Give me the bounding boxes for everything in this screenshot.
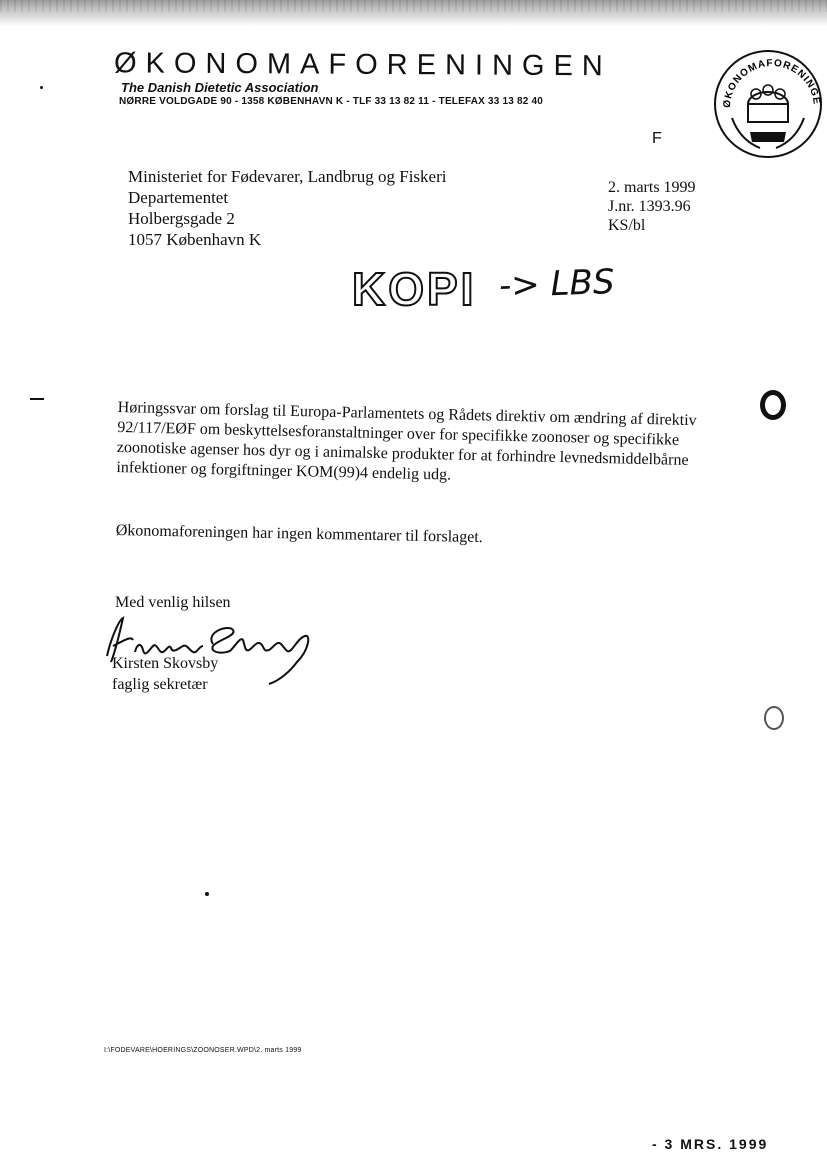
statement-paragraph: Økonomaforeningen har ingen kommentarer til forslaget. [115,522,483,547]
letter-date: 2. marts 1999 [608,179,696,196]
initials: KS/bl [608,217,646,234]
copy-stamp [352,261,616,316]
scan-edge [0,0,827,26]
recipient-address [128,166,446,250]
org-subtitle: The Danish Dietetic Association [121,80,319,95]
reference-block [608,178,696,235]
signer-name: Kirsten Skovsby [112,655,219,672]
subject-paragraph: Høringssvar om forslag til Europa-Parlamentets og Rådets direktiv om ændring af direktiv 92/117/EØF om beskyttelsesforanstaltninger over for specifikke zoonoser og specifikke zoonotiske agenser hos dyr og i animalske produkter for at forhindre levnedsmiddelbårne infektioner og forgiftninger KOM(99)4 endelig udg. [116,398,697,484]
kopi-stamp-text: KOPI [352,263,477,315]
org-address: NØRRE VOLDGADE 90 - 1358 KØBENHAVN K - TLF 33 13 82 11 - TELEFAX 33 13 82 40 [119,96,544,107]
org-name: ØKONOMAFORENINGEN [113,47,612,83]
punch-hole-icon [760,390,786,420]
file-path: I:\FODEVARE\HOERINGS\ZOONOSER.WPD\2. marts 1999 [104,1047,302,1054]
journal-number: J.nr. 1393.96 [608,198,691,215]
speck [205,892,209,896]
recipient-line: Ministeriet for Fødevarer, Landbrug og Fiskeri [128,167,447,186]
closing-greeting: Med venlig hilsen [115,594,231,611]
svg-text:ØKONOMAFORENINGEN [712,48,822,108]
seal-text: ØKONOMAFORENINGE [721,57,822,109]
recipient-line: Departementet [128,188,229,207]
handwritten-routing: -> LBS [498,261,616,307]
margin-mark: F [652,130,662,147]
recipient-line: 1057 København K [128,230,262,249]
punch-hole-icon [764,706,784,730]
signer-block [112,653,218,695]
seal-logo-icon [712,48,827,168]
received-date-stamp: - 3 MRS. 1999 [652,1136,769,1152]
signer-title: faglig sekretær [112,676,208,693]
letterhead [115,48,675,109]
margin-dash [30,398,44,400]
speck [40,86,43,89]
recipient-line: Holbergsgade 2 [128,209,235,228]
